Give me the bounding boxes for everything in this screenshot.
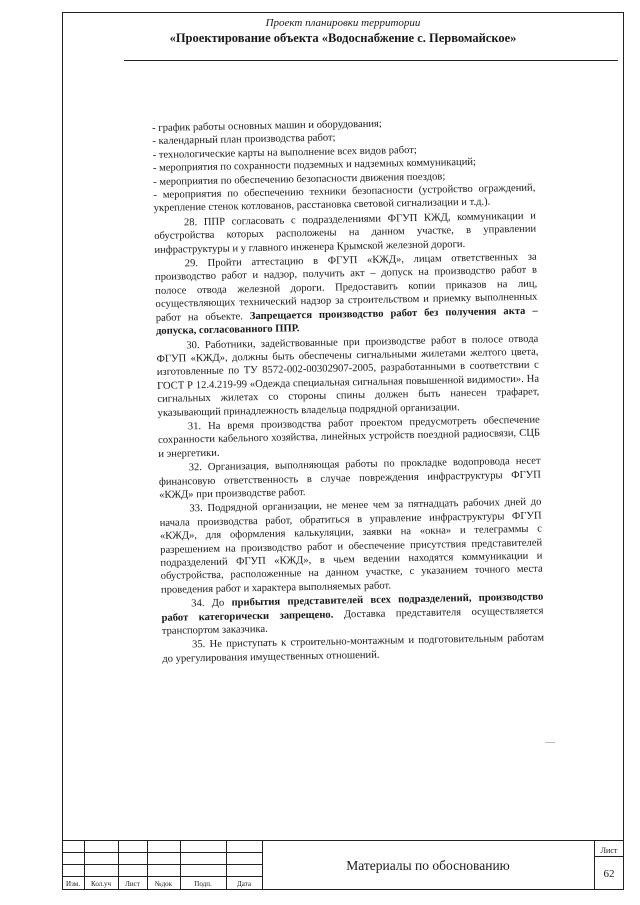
list-item: - технологические карты на выполнение всех видов работ; <box>152 144 417 161</box>
title-block-row-line <box>62 864 262 865</box>
label-count: Кол.уч <box>91 880 111 888</box>
paragraph-31: 31. На время производства работ проектом предусмотреть обеспечение сохранности кабельного хозяйства, линейных устройств поездной радиосвязи, СЦБ и энергетики. <box>158 414 541 460</box>
paragraph-29-bold: Запрещается производство работ без получения акта – допуска, согласованного ППР. <box>155 305 538 338</box>
label-sheet: Лист <box>125 880 140 888</box>
list-item: - график работы основных машин и оборудования; <box>152 118 382 134</box>
paragraph-34-text: Доставка представителя осуществляется транспортом заказчика. <box>161 605 544 637</box>
paragraph-34-number: 34. До <box>191 597 225 610</box>
list-item: - календарный план производства работ; <box>152 132 336 148</box>
title-block-row-line <box>62 876 262 877</box>
paragraph-34-bold: прибытия представителей всех подразделений, производство работ категорически запрещено. <box>161 591 544 624</box>
title-block-row-line <box>62 852 262 853</box>
paragraph-34 <box>161 591 544 639</box>
header-project-type: Проект планировки территории <box>265 17 421 29</box>
paragraph-30: 30. Работники, задействованные при производстве работ в полосе отвода ФГУП «КЖД», должны быть обеспечены сигнальными жилетами желтого цвета, изготовленные по ТУ 8572-002-00302907-2005, разработанными в соответствии с ГОСТ Р 12.4.219-99 «Одежда специальная сигнальная повышенной видимости». На сигнальных жилетах со стороны спины должен быть нанесен трафарет, указывающий принадлежность владельца подрядной организации. <box>156 333 540 419</box>
sheet-number: 62 <box>603 868 615 880</box>
list-item: - мероприятия по сохранности подземных и надземных коммуникаций; <box>152 157 477 175</box>
sheet-label: Лист <box>600 846 618 855</box>
paragraph-33: 33. Подрядной организации, не менее чем за пятнадцать рабочих дней до начала производства работ, обратиться в управление инфраструктуры ФГУП «КЖД», для оформления калькуляции, заявки на «окна» и телеграммы с разрешением на производство работ и обеспечение присутствия представителей подразделений ФГУП «КЖД», в чьем ведении находятся коммуникации и обустройства, расположенные на данном участке, с указанием точного места проведения работ и характера выполняемых работ. <box>159 496 543 596</box>
page-header <box>62 16 624 46</box>
header-project-title: «Проектирование объекта «Водоснабжение с. Первомайское» <box>169 31 517 45</box>
label-date: Дата <box>237 880 251 888</box>
list-item: - мероприятия по обеспечению безопасности движения поездов; <box>153 171 446 188</box>
paragraph-29 <box>155 251 538 339</box>
paragraph-32: 32. Организация, выполняющая работы по прокладке водопровода несет финансовую ответственность в случае повреждения инфраструктуры ФГУП «КЖД» при производстве работ. <box>158 455 541 501</box>
sheet-cell-divider <box>594 856 624 857</box>
document-body <box>152 115 544 666</box>
paragraph-29-text: 29. Пройти аттестацию в ФГУП «КЖД», лицам ответственных за производство работ и надзор, получить акт – допуск на производство работ в полосе отвода железной дороги. Предоставить копии приказов на лиц, осуществляющих технический надзор за строительством и приемку выполненных работ на объекте. <box>154 251 538 324</box>
paragraph-35: 35. Не приступать к строительно-монтажным и подготовительным работам до урегулирования имущественных отношений. <box>162 633 545 665</box>
scan-mark <box>545 742 555 743</box>
title-block <box>62 840 624 890</box>
label-change: Изм. <box>66 880 80 888</box>
label-signature: Подп. <box>194 880 212 888</box>
list-item: - мероприятия по обеспечению техники безопасности (устройство ограждений, укрепление стенок котлованов, расстановка световой сигнализации и т.д.). <box>153 182 536 215</box>
paragraph-28: 28. ППР согласовать с подразделениями ФГУП КЖД, коммуникации и обустройства которых расположены на данном участке, в управлении инфраструктуры и у главного инженера Крымской железной дороги. <box>154 210 537 256</box>
header-rule <box>124 60 618 61</box>
label-doc-number: №док <box>154 880 173 888</box>
title-block-title: Материалы по обоснованию <box>346 858 510 873</box>
